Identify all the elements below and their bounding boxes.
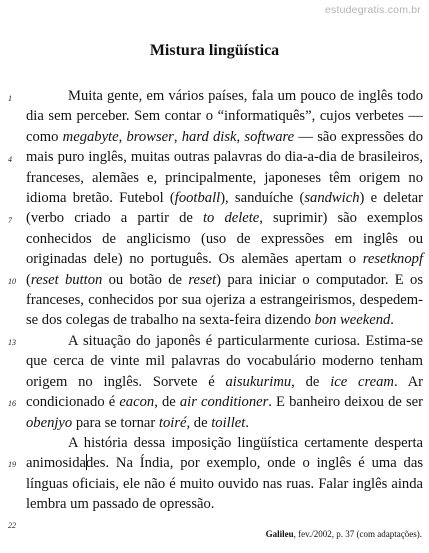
line-number: 13 (8, 338, 16, 347)
source-details: , fev./2002, p. 37 (com adaptações). (293, 529, 422, 539)
line-number: 10 (8, 277, 16, 286)
line-number: 19 (8, 460, 16, 469)
paragraph-1: Muita gente, em vários países, fala um pouco de inglês todo dia sem perceber. Sem contar o “informatiquês”, cujos verbetes — como megabyte, browser, hard disk, software — são expressões do mais puro inglês, muitas outras palavras do dia-a-dia de brasileiros, franceses, alemães e, principalmente, japoneses têm origem no idioma bretão. Futebol (football), sanduíche (sandwich) e deletar (verbo criado a partir de to delete, suprimir) são exemplos conhecidos de anglicismo (uso de expressões em inglês ou originadas dele) no português. Os alemães apertam o resetknopf (reset button ou botão de reset) para iniciar o computador. E os franceses, conhecidos por sua ojeriza a estrangeirismos, despedem-se dos colegas de trabalho na sexta-feira dizendo bon weekend. (26, 88, 424, 329)
line-number: 4 (8, 155, 12, 164)
paragraph-3: A história dessa imposição lingüística certamente desperta animosidades. Na Índia, por exemplo, onde o inglês é uma das línguas oficiais, ele não é muito ouvido nas ruas. Falar inglês ainda lembra um passado de opressão. (26, 434, 423, 513)
line-number: 22 (8, 521, 16, 530)
source-name: Galileu (265, 529, 294, 539)
line-number: 1 (8, 94, 12, 103)
paragraph-2: A situação do japonês é particularmente curiosa. Estima-se que cerca de vinte mil palavras do vocabulário moderno tenham origem no inglês. Sorvete é aisukurimu, de ice cream. Ar condicionado é eacon, de air conditioner. E banheiro deixou de ser obenjyo para se tornar toiré, de toillet. (26, 332, 423, 431)
text-title: Mistura lingüística (149, 42, 280, 59)
watermark: estudegratis.com.br (324, 4, 421, 16)
line-number: 16 (8, 399, 16, 408)
text-body (26, 86, 423, 515)
line-number: 7 (8, 216, 12, 225)
source-citation (266, 529, 422, 539)
